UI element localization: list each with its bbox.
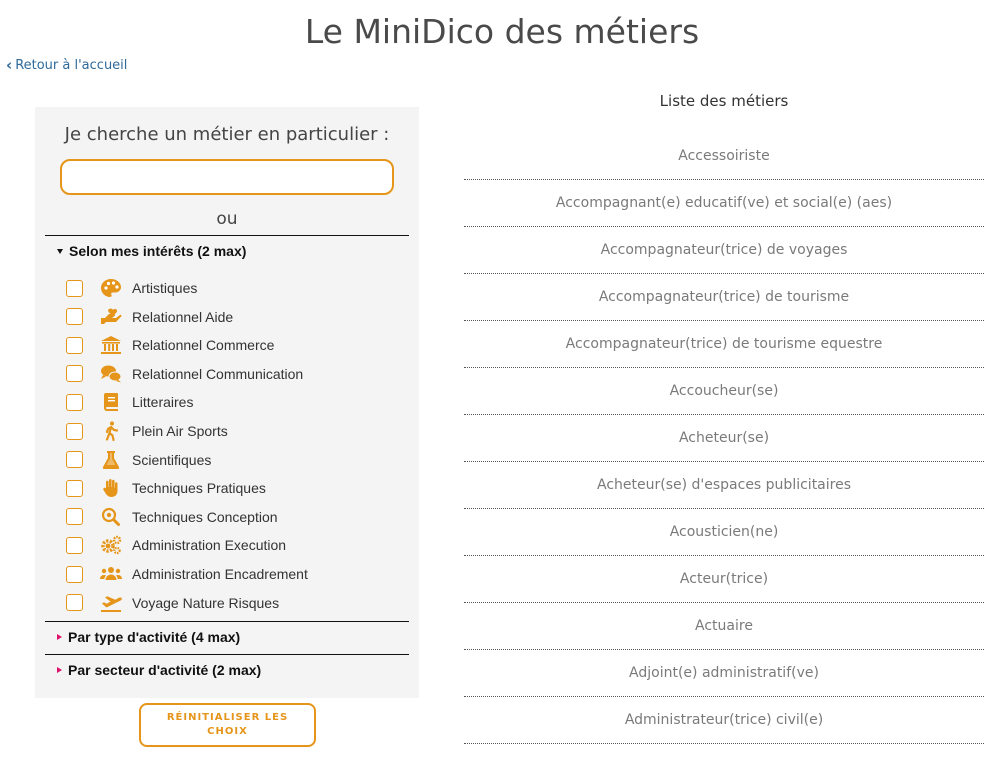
interest-item[interactable] bbox=[66, 420, 228, 442]
plane-departure-icon bbox=[99, 593, 123, 613]
job-list-item[interactable]: Accompagnateur(trice) de tourisme bbox=[464, 274, 984, 321]
job-list-item[interactable]: Acheteur(se) bbox=[464, 415, 984, 462]
interest-checkbox[interactable] bbox=[66, 537, 83, 554]
interest-item[interactable] bbox=[66, 306, 233, 328]
interest-checkbox[interactable] bbox=[66, 423, 83, 440]
people-group-icon bbox=[99, 564, 123, 584]
interest-item[interactable] bbox=[66, 334, 274, 356]
reset-choices-button[interactable]: RÉINITIALISER LES CHOIX bbox=[139, 703, 316, 747]
bank-icon bbox=[99, 335, 123, 355]
search-gear-icon bbox=[99, 507, 123, 527]
speech-bubbles-icon bbox=[99, 364, 123, 384]
interest-label: Plein Air Sports bbox=[132, 423, 228, 439]
caret-down-icon bbox=[57, 249, 63, 254]
interest-item[interactable] bbox=[66, 592, 279, 614]
filter-panel bbox=[35, 107, 419, 698]
job-list-item[interactable]: Accoucheur(se) bbox=[464, 368, 984, 415]
chevron-left-icon: ‹ bbox=[6, 56, 13, 74]
interest-item[interactable] bbox=[66, 449, 211, 471]
job-list-item[interactable]: Acteur(trice) bbox=[464, 556, 984, 603]
interest-checkbox[interactable] bbox=[66, 566, 83, 583]
interest-item[interactable] bbox=[66, 391, 193, 413]
activity-sector-section-toggle[interactable] bbox=[57, 662, 261, 678]
search-input[interactable] bbox=[60, 159, 394, 195]
caret-right-icon bbox=[57, 634, 62, 640]
divider bbox=[45, 654, 409, 655]
job-list-item[interactable]: Accompagnateur(trice) de tourisme equestre bbox=[464, 321, 984, 368]
interest-label: Litteraires bbox=[132, 394, 194, 411]
interest-checkbox[interactable] bbox=[66, 337, 83, 354]
palette-icon bbox=[99, 278, 123, 298]
interest-label: Voyage Nature Risques bbox=[132, 594, 280, 611]
job-list bbox=[464, 133, 984, 744]
hand-icon bbox=[99, 478, 123, 498]
page-title: Le MiniDico des métiers bbox=[304, 12, 700, 51]
walking-person-icon bbox=[99, 421, 123, 441]
job-list-item[interactable]: Accompagnant(e) educatif(ve) et social(e) (aes) bbox=[464, 180, 984, 227]
job-list-title: Liste des métiers bbox=[659, 92, 789, 110]
interest-label: Relationnel Aide bbox=[132, 308, 234, 325]
job-list-item[interactable]: Accessoiriste bbox=[464, 133, 984, 180]
job-list-item[interactable]: Acheteur(se) d'espaces publicitaires bbox=[464, 462, 984, 509]
interest-item[interactable] bbox=[66, 563, 308, 585]
interest-checkbox[interactable] bbox=[66, 508, 83, 525]
job-list-item[interactable]: Adjoint(e) administratif(ve) bbox=[464, 650, 984, 697]
interest-checkbox[interactable] bbox=[66, 394, 83, 411]
interest-item[interactable] bbox=[66, 506, 278, 528]
interest-checkbox[interactable] bbox=[66, 280, 83, 297]
interests-section-toggle[interactable] bbox=[57, 243, 246, 259]
gears-icon bbox=[99, 535, 123, 555]
divider bbox=[45, 621, 409, 622]
interest-label: Scientifiques bbox=[132, 451, 212, 468]
divider bbox=[45, 235, 409, 236]
job-list-item[interactable]: Actuaire bbox=[464, 603, 984, 650]
interest-label: Techniques Conception bbox=[132, 508, 278, 525]
helping-hands-icon bbox=[99, 307, 123, 327]
back-link-label: Retour à l'accueil bbox=[15, 58, 128, 73]
interest-item[interactable] bbox=[66, 363, 303, 385]
interest-checkbox[interactable] bbox=[66, 594, 83, 611]
job-list-item[interactable]: Administrateur(trice) civil(e) bbox=[464, 697, 984, 744]
interest-label: Techniques Pratiques bbox=[132, 480, 266, 497]
interest-checkbox[interactable] bbox=[66, 308, 83, 325]
back-to-home-link[interactable] bbox=[6, 58, 127, 73]
or-separator: ou bbox=[216, 209, 238, 229]
flask-icon bbox=[99, 450, 123, 470]
interest-label: Administration Execution bbox=[132, 537, 287, 554]
interest-checkbox[interactable] bbox=[66, 480, 83, 497]
interest-checkbox[interactable] bbox=[66, 451, 83, 468]
interest-item[interactable] bbox=[66, 477, 266, 499]
interest-item[interactable] bbox=[66, 277, 197, 299]
activity-type-section-title: Par type d'activité (4 max) bbox=[68, 629, 241, 645]
interests-section-title: Selon mes intérêts (2 max) bbox=[69, 243, 247, 259]
activity-type-section-toggle[interactable] bbox=[57, 629, 240, 645]
interest-label: Administration Encadrement bbox=[132, 566, 308, 582]
book-icon bbox=[99, 392, 123, 412]
search-label: Je cherche un métier en particulier : bbox=[64, 124, 390, 145]
job-list-item[interactable]: Acousticien(ne) bbox=[464, 509, 984, 556]
activity-sector-section-title: Par secteur d'activité (2 max) bbox=[68, 662, 262, 678]
job-list-item[interactable]: Accompagnateur(trice) de voyages bbox=[464, 227, 984, 274]
interest-label: Relationnel Commerce bbox=[132, 337, 275, 354]
interest-label: Artistiques bbox=[132, 280, 198, 296]
interest-item[interactable] bbox=[66, 534, 286, 556]
caret-right-icon bbox=[57, 667, 62, 673]
interest-checkbox[interactable] bbox=[66, 365, 83, 382]
interest-label: Relationnel Communication bbox=[132, 365, 304, 382]
